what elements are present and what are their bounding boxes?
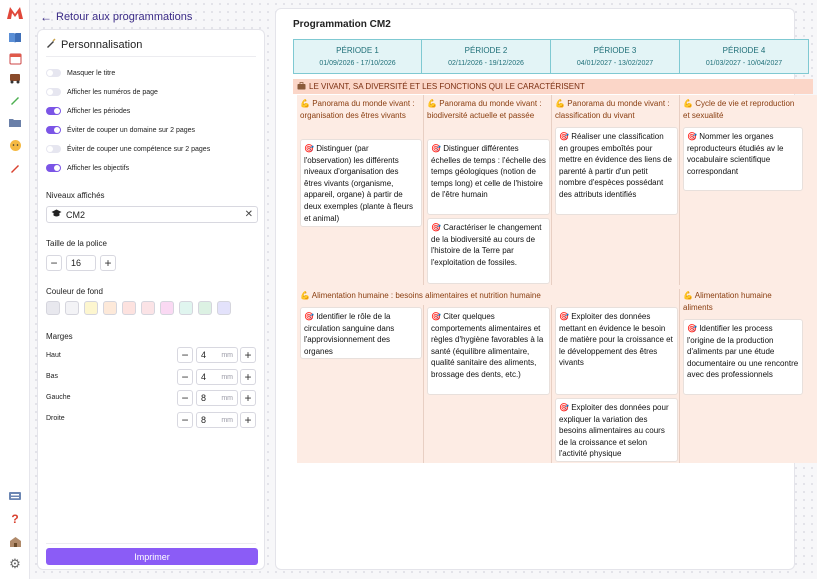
document-preview — [275, 8, 799, 570]
toggle-label: Afficher les numéros de page — [67, 88, 158, 96]
skill-card — [427, 139, 550, 215]
folder-icon[interactable] — [7, 114, 23, 130]
toggle-show-periods[interactable] — [46, 107, 130, 115]
period-name: PÉRIODE 2 — [464, 46, 508, 55]
pen-green-icon[interactable] — [7, 92, 23, 108]
divider — [46, 543, 256, 544]
toggle-label: Éviter de couper une compétence sur 2 pages — [67, 145, 211, 153]
settings-icon[interactable]: ⚙ — [9, 556, 21, 571]
period-dates: 01/03/2027 - 10/04/2027 — [705, 60, 783, 67]
flexed-arm-icon: 💪 — [427, 99, 437, 108]
margin-left-input[interactable] — [196, 390, 238, 406]
margin-value: 8 — [201, 415, 207, 425]
target-icon: 🎯 — [559, 312, 569, 321]
margin-right-label: Droite — [46, 415, 65, 422]
toggle-switch[interactable] — [46, 164, 61, 172]
graduation-cap-icon — [51, 209, 62, 220]
icon-rail — [0, 0, 30, 579]
target-icon: 🎯 — [431, 223, 441, 232]
font-size-label: Taille de la police — [46, 239, 107, 248]
skill-text: Caractériser le changement de la biodiversité au cours de l'histoire de la Terre par l'exploitation de fossiles. — [431, 223, 542, 267]
skill-text: Identifier le rôle de la circulation sanguine dans l'approvisionnement des organes — [304, 312, 395, 356]
panel-title-label: Personnalisation — [61, 38, 143, 51]
font-size-decrease-button[interactable]: − — [46, 255, 62, 271]
skill-card — [555, 398, 678, 462]
margin-value: 4 — [201, 372, 207, 382]
color-swatch[interactable] — [217, 301, 231, 315]
page-title: Programmation CM2 — [293, 19, 391, 30]
margin-bottom-label: Bas — [46, 373, 59, 380]
margin-unit: mm — [221, 351, 233, 359]
target-icon: 🎯 — [687, 132, 697, 141]
margin-right-input[interactable] — [196, 412, 238, 428]
subdomain-title — [300, 98, 422, 122]
toggle-label: Afficher les périodes — [67, 107, 131, 115]
toggle-label: Afficher les objectifs — [67, 164, 130, 172]
levels-label: Niveaux affichés — [46, 191, 105, 200]
skill-text: Citer quelques comportements alimentaires et règles d'hygiène favorables à la santé (équilibre alimentaire, qualité sanitaire des aliments, brossage des dents, etc.) — [431, 312, 544, 379]
book-icon[interactable] — [7, 30, 23, 46]
pencil-red-icon[interactable] — [7, 160, 23, 176]
margin-left-label: Gauche — [46, 394, 71, 401]
margin-unit: mm — [221, 373, 233, 381]
print-button[interactable]: Imprimer — [46, 548, 258, 565]
toggle-label: Éviter de couper un domaine sur 2 pages — [67, 126, 196, 134]
skill-card — [555, 127, 678, 215]
margin-value: 8 — [201, 393, 207, 403]
briefcase-icon — [297, 82, 306, 92]
domain-title: LE VIVANT, SA DIVERSITÉ ET LES FONCTIONS QUI LE CARACTÉRISENT — [309, 82, 585, 91]
skill-text: Exploiter des données pour expliquer la variation des besoins alimentaires au cours de la croissance et selon l'activité physique — [559, 403, 669, 459]
margin-top-label: Haut — [46, 352, 61, 359]
toggle-show-objectives[interactable] — [46, 164, 129, 172]
skill-text: Nommer les organes reproducteurs étudiés av le vocabulaire scientifique correspondant — [687, 132, 784, 176]
period-header — [680, 39, 809, 74]
subdomain-title — [427, 98, 552, 122]
color-swatch[interactable] — [160, 301, 174, 315]
skill-card — [555, 307, 678, 395]
margin-bottom-decrease-button[interactable]: − — [177, 369, 193, 385]
skill-card — [300, 139, 422, 227]
skill-text: Identifier les process l'origine de la production d'aliments par une étude documentaire ou une rencontre avec des professionnels — [687, 324, 799, 380]
margin-top-increase-button[interactable]: + — [240, 347, 256, 363]
column-divider — [423, 305, 424, 463]
color-swatch[interactable] — [65, 301, 79, 315]
margin-top-input[interactable] — [196, 347, 238, 363]
level-select[interactable] — [46, 206, 258, 223]
paintbrush-icon — [46, 38, 56, 51]
margin-left-increase-button[interactable]: + — [240, 390, 256, 406]
periods-header — [293, 39, 809, 74]
student-icon[interactable] — [7, 137, 23, 153]
color-swatch[interactable] — [198, 301, 212, 315]
back-link-label: Retour aux programmations — [56, 11, 193, 23]
flexed-arm-icon: 💪 — [555, 99, 565, 108]
skill-text: Réaliser une classification en groupes emboîtés pour mettre en évidence des liens de parenté à partir d'un petit nombre d'espèces possédant des attributs identifiés — [559, 132, 672, 199]
period-header — [422, 39, 551, 74]
target-icon: 🎯 — [559, 403, 569, 412]
column-divider — [551, 305, 552, 463]
margin-left-decrease-button[interactable]: − — [177, 390, 193, 406]
color-swatch[interactable] — [179, 301, 193, 315]
domain-header — [293, 79, 813, 94]
subdomain-title — [300, 290, 670, 302]
margin-unit: mm — [221, 416, 233, 424]
toggle-switch[interactable] — [46, 126, 61, 134]
help-icon[interactable]: ? — [11, 512, 19, 526]
target-icon: 🎯 — [431, 144, 441, 153]
toggle-switch[interactable] — [46, 107, 61, 115]
target-icon: 🎯 — [304, 312, 314, 321]
skill-text: Distinguer (par l'observation) les différents niveaux d'organisation des êtres vivants (organisme, appareil, organe) à partir de deux exemples (plante à fleurs et animal) — [304, 144, 413, 223]
skill-card — [427, 218, 550, 284]
skill-card — [427, 307, 550, 395]
margin-bottom-increase-button[interactable]: + — [240, 369, 256, 385]
target-icon: 🎯 — [304, 144, 314, 153]
subdomain-label: Alimentation humaine : besoins alimentaires et nutrition humaine — [311, 291, 541, 300]
subdomain-label: Panorama du monde vivant : classification du vivant — [555, 99, 670, 120]
skill-card — [683, 127, 803, 191]
subdomain-title — [683, 98, 803, 122]
keyboard-icon[interactable] — [7, 488, 23, 504]
font-size-input[interactable]: 16 — [66, 255, 96, 271]
color-swatch[interactable] — [122, 301, 136, 315]
clear-icon[interactable]: ✕ — [244, 209, 253, 220]
period-name: PÉRIODE 3 — [593, 46, 637, 55]
margin-right-decrease-button[interactable]: − — [177, 412, 193, 428]
column-divider — [423, 95, 424, 285]
subdomain-label: Cycle de vie et reproduction et sexualité — [683, 99, 795, 120]
subdomain-label: Alimentation humaine aliments — [683, 291, 772, 312]
margin-value: 4 — [201, 350, 207, 360]
color-swatch[interactable] — [103, 301, 117, 315]
toggle-switch[interactable] — [46, 145, 61, 153]
panel-title — [46, 38, 142, 51]
column-divider — [551, 95, 552, 285]
period-dates: 02/11/2026 - 19/12/2026 — [448, 60, 524, 67]
margin-unit: mm — [221, 394, 233, 402]
column-divider — [679, 289, 680, 463]
toggle-avoid-domain-split[interactable] — [46, 126, 195, 134]
period-name: PÉRIODE 4 — [722, 46, 766, 55]
target-icon: 🎯 — [559, 132, 569, 141]
calendar-icon[interactable] — [7, 50, 23, 66]
column-divider — [679, 95, 680, 285]
font-size-increase-button[interactable]: + — [100, 255, 116, 271]
train-icon[interactable] — [7, 70, 23, 86]
subdomain-title — [683, 290, 803, 314]
margin-top-decrease-button[interactable]: − — [177, 347, 193, 363]
school-icon[interactable] — [7, 534, 23, 550]
back-link[interactable] — [40, 9, 192, 25]
divider — [46, 56, 256, 57]
flexed-arm-icon: 💪 — [300, 99, 310, 108]
target-icon: 🎯 — [687, 324, 697, 333]
arrow-left-icon: ← — [40, 10, 52, 24]
period-header — [551, 39, 680, 74]
toggle-switch[interactable] — [46, 88, 61, 96]
target-icon: 🎯 — [431, 312, 441, 321]
skill-text: Exploiter des données mettant en évidence le besoin de matière pour la croissance et le développement des êtres vivants — [559, 312, 673, 368]
toggle-switch[interactable] — [46, 69, 61, 77]
toggle-page-numbers[interactable] — [46, 88, 158, 96]
flexed-arm-icon: 💪 — [300, 291, 310, 300]
period-dates: 04/01/2027 - 13/02/2027 — [576, 60, 654, 67]
toggle-avoid-skill-split[interactable] — [46, 145, 210, 153]
color-swatch[interactable] — [84, 301, 98, 315]
period-name: PÉRIODE 1 — [336, 46, 379, 55]
toggle-hide-title[interactable] — [46, 69, 115, 77]
margin-bottom-input[interactable] — [196, 369, 238, 385]
flexed-arm-icon: 💪 — [683, 291, 693, 300]
color-swatch[interactable] — [46, 301, 60, 315]
skill-text: Distinguer différentes échelles de temps : l'échelle des temps géologiques (notion de temps long) et celle de l'histoire de l'être humain — [431, 144, 546, 200]
skill-card — [300, 307, 422, 359]
flexed-arm-icon: 💪 — [683, 99, 693, 108]
toggle-label: Masquer le titre — [67, 69, 116, 77]
settings-panel — [37, 29, 265, 570]
period-dates: 01/09/2026 - 17/10/2026 — [319, 60, 396, 67]
color-swatch[interactable] — [141, 301, 155, 315]
bg-color-label: Couleur de fond — [46, 287, 103, 296]
margins-label: Marges — [46, 332, 73, 341]
subdomain-label: Panorama du monde vivant : biodiversité actuelle et passée — [427, 99, 542, 120]
logo-icon[interactable] — [6, 6, 24, 20]
subdomain-label: Panorama du monde vivant : organisation des êtres vivants — [300, 99, 415, 120]
level-value: CM2 — [66, 209, 86, 220]
margin-right-increase-button[interactable]: + — [240, 412, 256, 428]
skill-card — [683, 319, 803, 395]
subdomain-title — [555, 98, 680, 122]
period-header — [293, 39, 422, 74]
